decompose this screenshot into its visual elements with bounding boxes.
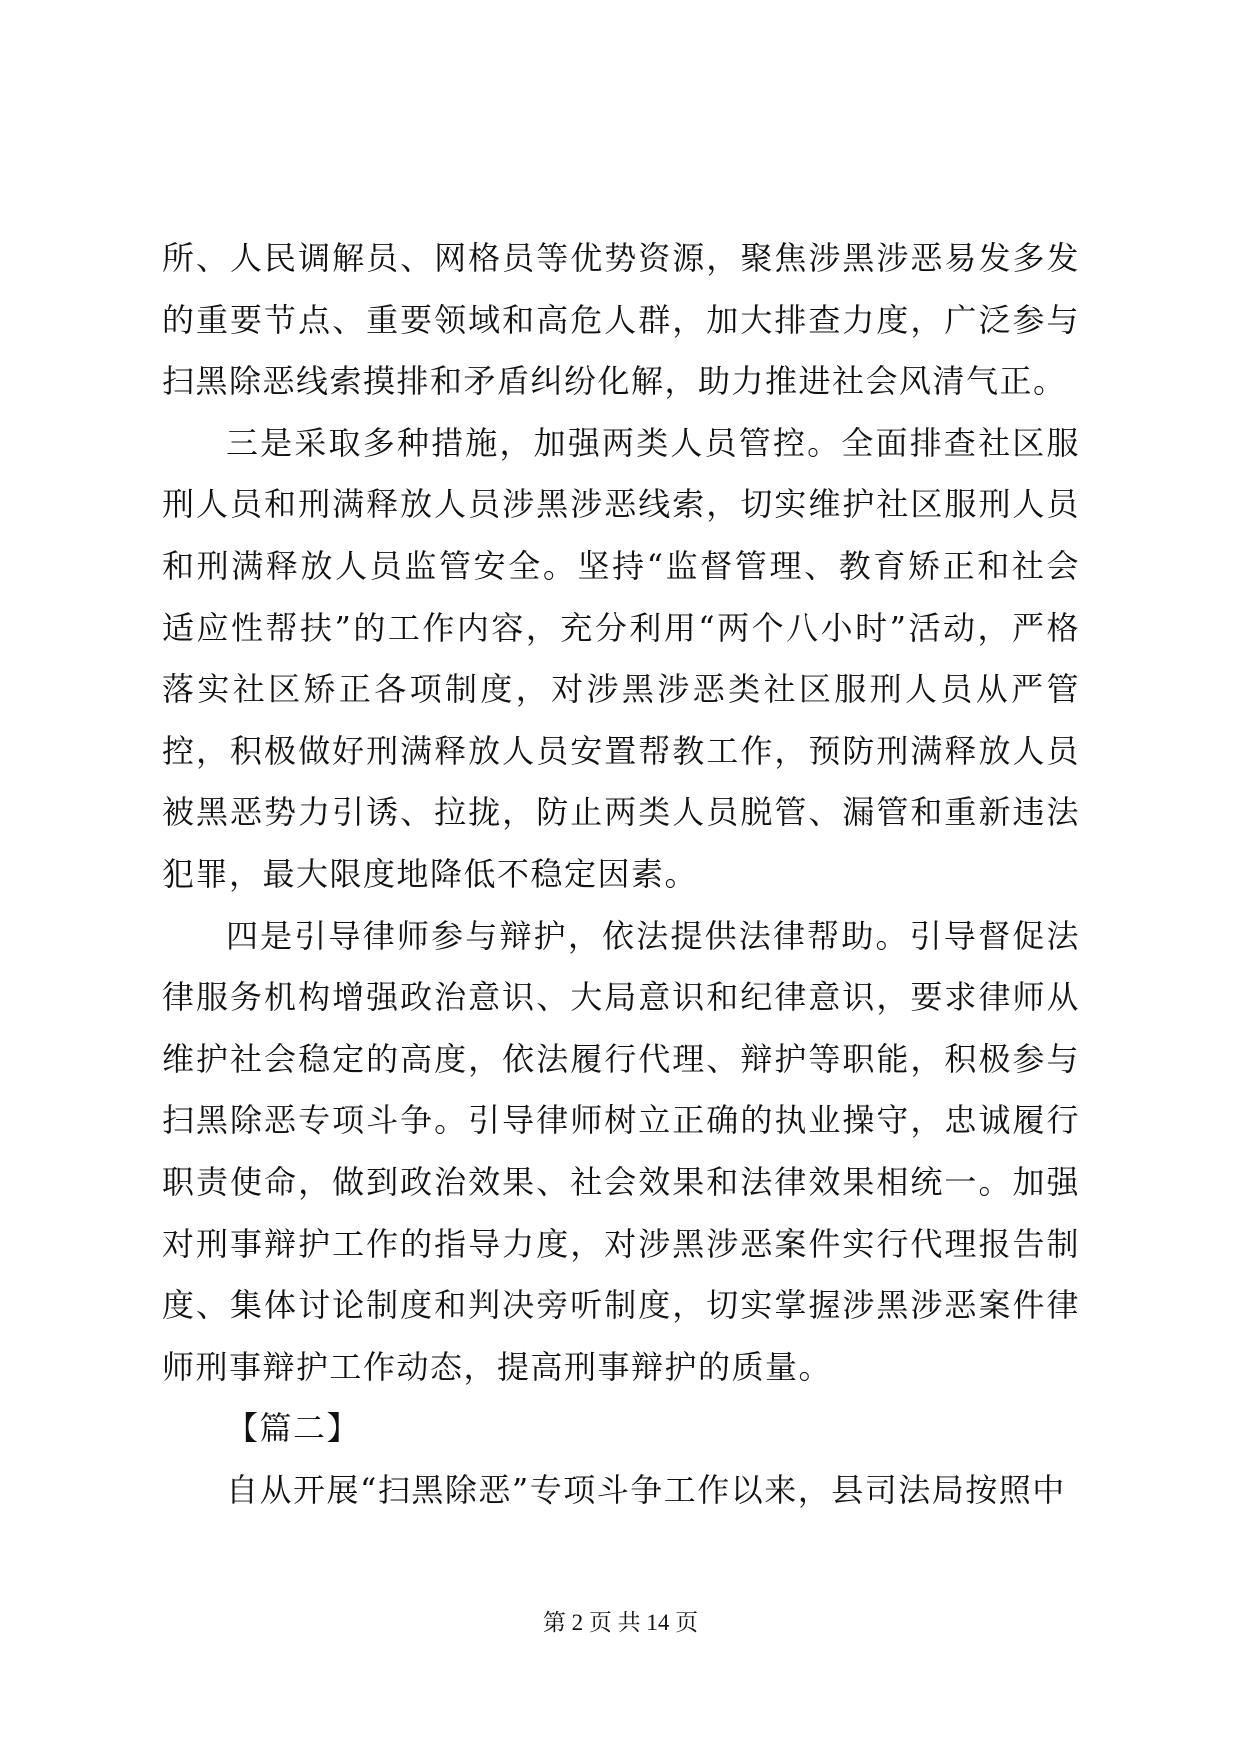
- paragraph-continued: 所、人民调解员、网格员等优势资源，聚焦涉黑涉恶易发多发的重要节点、重要领域和高危人群，加大排查力度，广泛参与扫黑除恶线索摸排和矛盾纠纷化解，助力推进社会风清气正。: [162, 239, 1080, 401]
- paragraph-point-four: 四是引导律师参与辩护，依法提供法律帮助。引导督促法律服务机构增强政治意识、大局意识和纪律意识，要求律师从维护社会稳定的高度，依法履行代理、辩护等职能，积极参与扫黑除恶专项斗争。引导律师树立正确的执业操守，忠诚履行职责使命，做到政治效果、社会效果和法律效果相统一。加强对刑事辩护工作的指导力度，对涉黑涉恶案件实行代理报告制度、集体讨论制度和判决旁听制度，切实掌握涉黑涉恶案件律师刑事辩护工作动态，提高刑事辩护的质量。: [162, 916, 1080, 1386]
- document-body: [162, 228, 1080, 1521]
- page-number-footer: 第 2 页 共 14 页: [542, 1610, 699, 1635]
- paragraph-point-three: 三是采取多种措施，加强两类人员管控。全面排查社区服刑人员和刑满释放人员涉黑涉恶线索，切实维护社区服刑人员和刑满释放人员监管安全。坚持“监督管理、教育矫正和社会适应性帮扶”的工作内容，充分利用“两个八小时”活动，严格落实社区矫正各项制度，对涉黑涉恶类社区服刑人员从严管控，积极做好刑满释放人员安置帮教工作，预防刑满释放人员被黑恶势力引诱、拉拢，防止两类人员脱管、漏管和重新违法犯罪，最大限度地降低不稳定因素。: [162, 423, 1080, 893]
- paragraph-part-two-intro: 自从开展“扫黑除恶”专项斗争工作以来，县司法局按照中: [226, 1470, 1066, 1509]
- section-heading-part-two: 【篇二】: [226, 1409, 361, 1448]
